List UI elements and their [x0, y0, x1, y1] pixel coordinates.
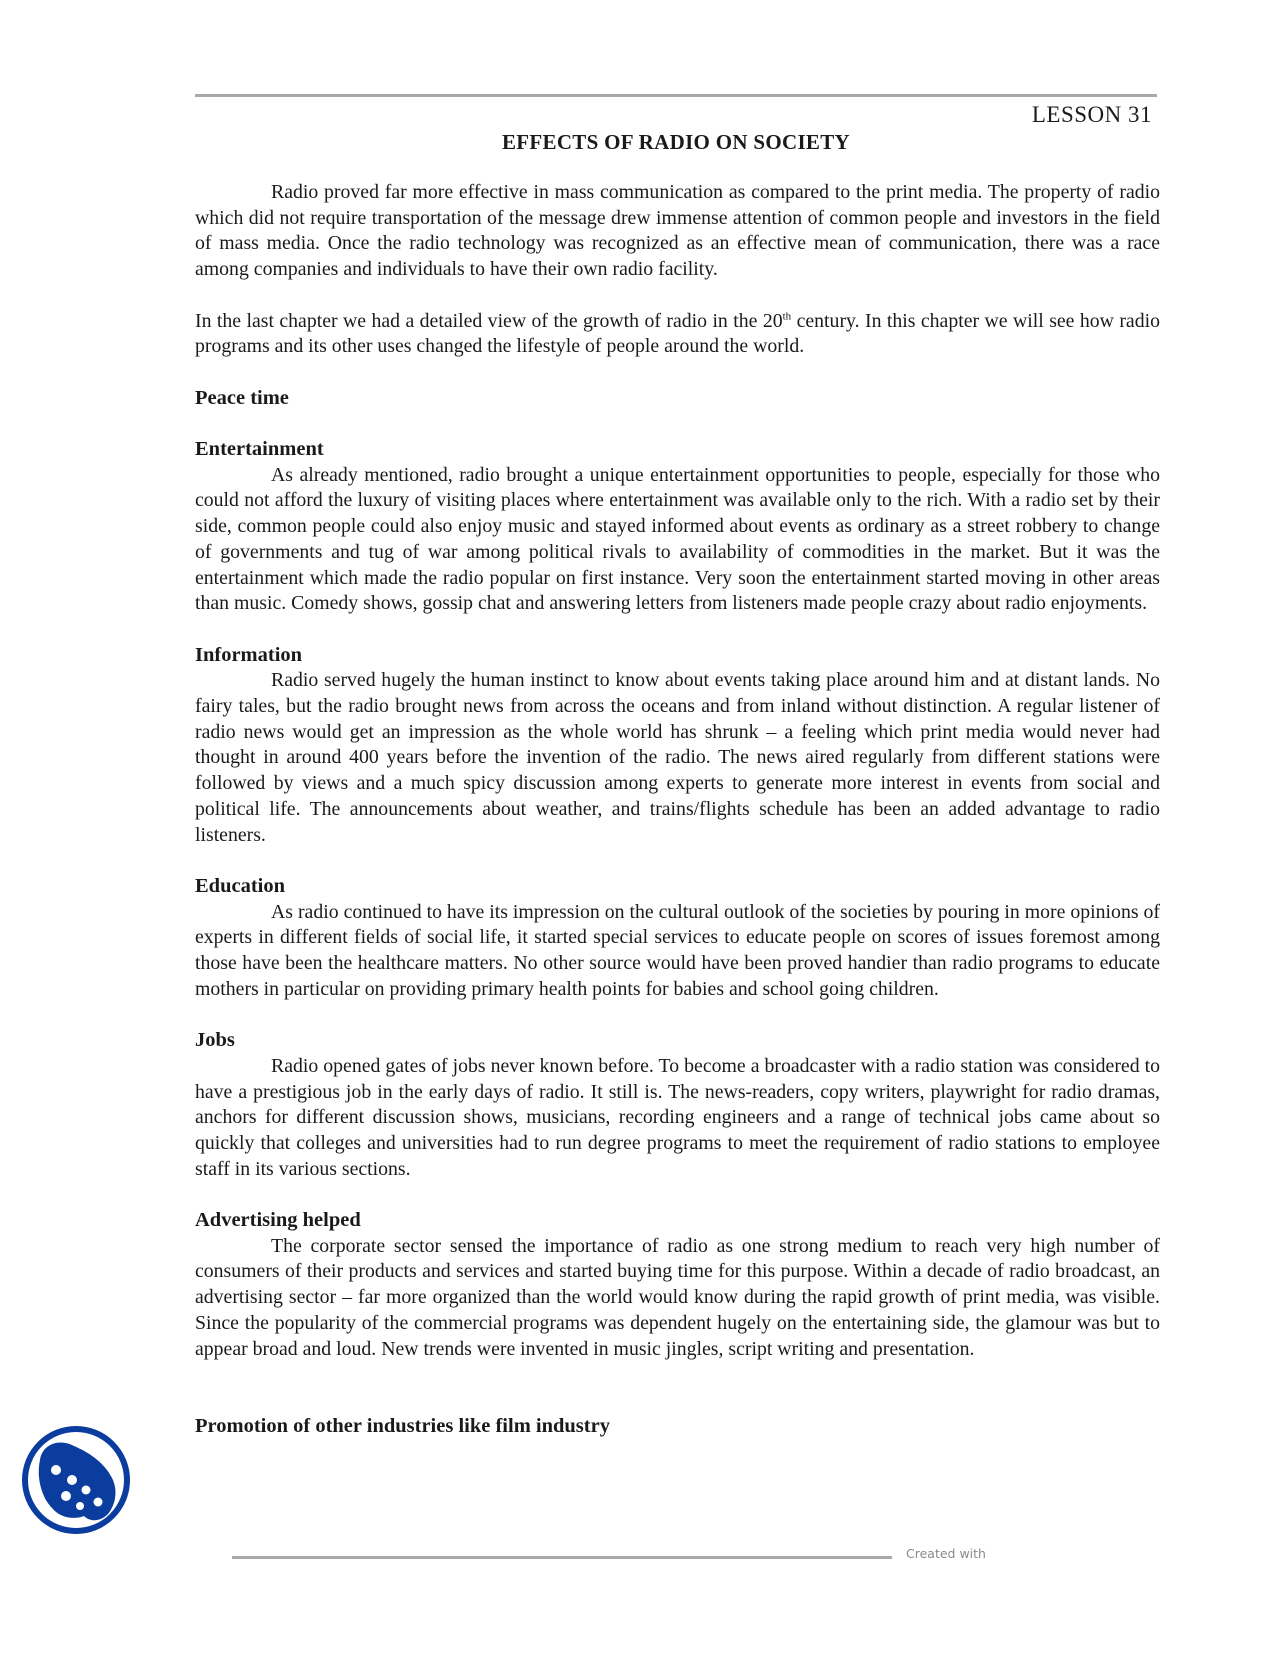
heading-entertainment: Entertainment — [195, 437, 324, 460]
paragraph-information: Radio served hugely the human instinct to know about events taking place around him and at distant lands. No fairy tales, but the radio brought news from across the oceans and from inland without distinction. A regular listener of radio news would get an impression as the whole world has shrunk – a feeling which print media would never had thought in around 400 years before the invention of the radio. The news aired regularly from different stations were followed by views and a much spicy discussion among experts to generate more interest in events from social and political life. The announcements about weather, and trains/flights schedule has been an added advantage to radio listeners. — [195, 669, 1160, 846]
intro-paragraph-2: In the last chapter we had a detailed view of the growth of radio in the 20th century. In this chapter we will see how radio programs and its other uses changed the lifestyle of people around the world. — [195, 309, 1160, 358]
page-title: EFFECTS OF RADIO ON SOCIETY — [501, 130, 851, 154]
top-rule — [195, 94, 1157, 97]
intro-paragraph-1: Radio proved far more effective in mass communication as compared to the print media. The property of radio which did not require transportation of the message drew immense attention of common people and investors in the field of mass media. Once the radio technology was recognized as an effective mean of communication, there was a race among companies and individuals to have their own radio facility. — [195, 181, 1160, 281]
paragraph-education: As radio continued to have its impression on the cultural outlook of the societies by pouring in more opinions of experts in different fields of social life, it started special services to educate people on scores of issues foremost among those have been the healthcare matters. No other source would have been proved handier than radio programs to educate mothers in particular on providing primary health points for babies and school going children. — [195, 900, 1160, 1000]
heading-jobs: Jobs — [195, 1029, 235, 1052]
lesson-number: LESSON 31 — [1031, 102, 1152, 127]
heading-peace-time: Peace time — [195, 386, 289, 409]
document-body — [195, 180, 1160, 1439]
heading-advertising: Advertising helped — [195, 1209, 361, 1232]
paragraph-entertainment: As already mentioned, radio brought a unique entertainment opportunities to people, especially for those who could not afford the luxury of visiting places where entertainment was available only to the rich. With a radio set by their side, common people could also enjoy music and stayed informed about events as ordinary as a street robbery to change of governments and tug of war among political rivals to availability of commodities in the market. But it was the entertainment which made the radio popular on first instance. Very soon the entertainment started moving in other areas than music. Comedy shows, gossip chat and answering letters from listeners made people crazy about radio enjoyments. — [195, 463, 1160, 615]
paragraph-advertising: The corporate sector sensed the importance of radio as one strong medium to reach very high number of consumers of their products and services and started buying time for this purpose. Within a decade of radio broadcast, an advertising sector – far more organized than the world would know during the rapid growth of print media, was visible. Since the popularity of the commercial programs was dependent hugely on the entertaining side, the glamour was but to appear broad and loud. New trends were invented in music jingles, script writing and presentation. — [195, 1234, 1160, 1360]
heading-information: Information — [195, 643, 303, 666]
paragraph-jobs: Radio opened gates of jobs never known before. To become a broadcaster with a radio station was considered to have a prestigious job in the early days of radio. It still is. The news-readers, copy writers, playwright for radio dramas, anchors for different discussion shows, musicians, recording engineers and a range of technical jobs came about so quickly that colleges and universities had to run degree programs to meet the requirement of radio stations to employee staff in its various sections. — [195, 1054, 1160, 1180]
bottom-rule — [232, 1556, 892, 1559]
vu-logo-icon — [20, 1424, 132, 1536]
heading-promotion: Promotion of other industries like film industry — [195, 1414, 610, 1437]
footer-created-with: Created with — [906, 1546, 986, 1561]
heading-education: Education — [195, 874, 285, 897]
